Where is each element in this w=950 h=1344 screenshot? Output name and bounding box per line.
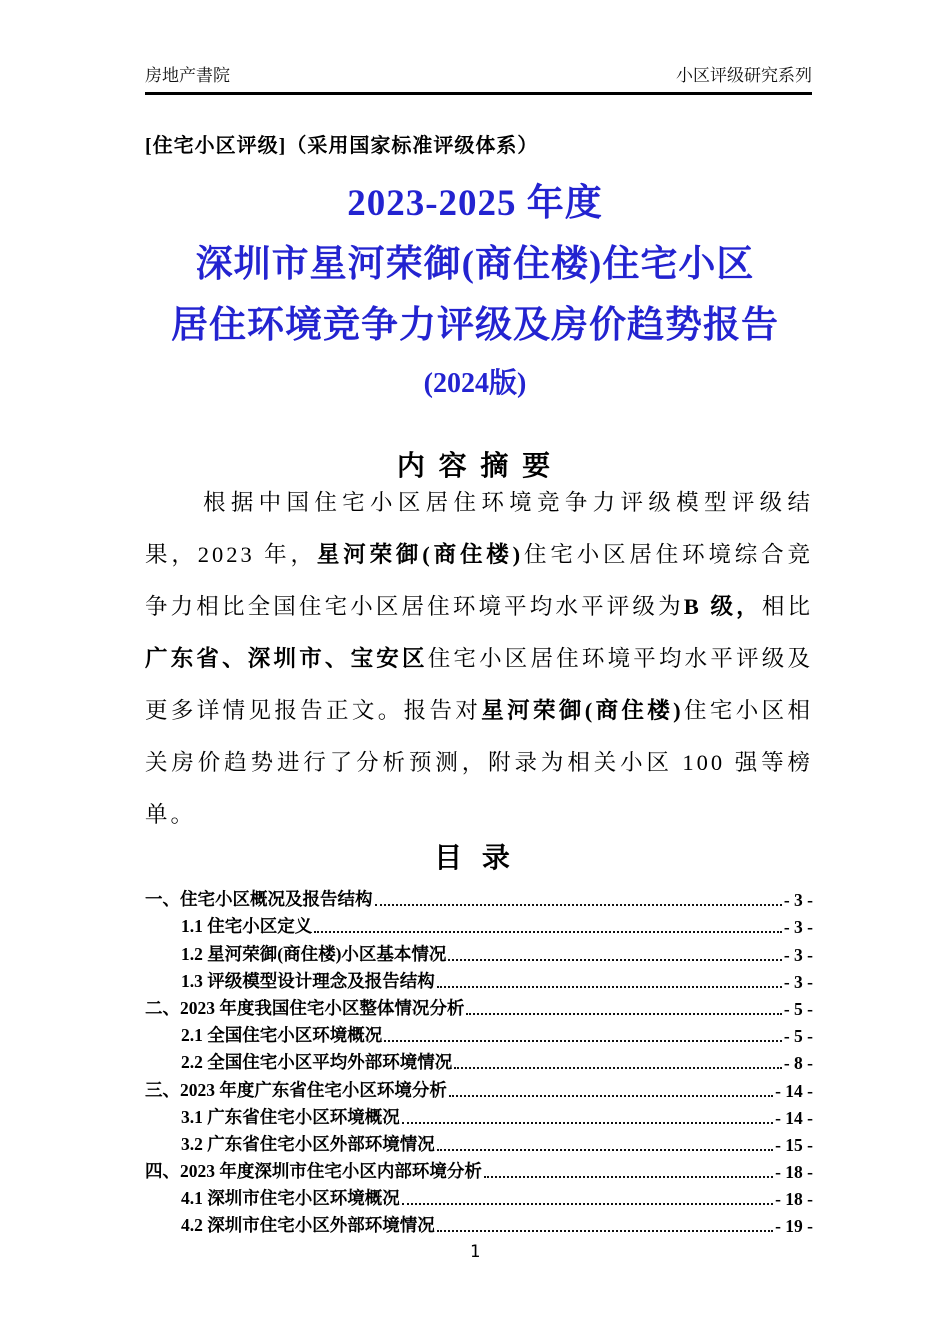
summary-text-run: 根据中国住宅小区居住环境竞争力评级模型评级结果，2023 年，	[145, 490, 813, 567]
toc-dot-leader	[402, 1203, 773, 1205]
summary-text-run: 住宅小区居住环境平均水平评级及更多详情见报告正文。报告对	[145, 646, 813, 723]
summary-text-run: 住宅小区相关房价趋势进行了分析预测，附录为相关小区 100 强等榜单。	[145, 698, 813, 827]
toc-entry	[145, 884, 813, 911]
rating-system-note: [住宅小区评级]（采用国家标准评级体系）	[145, 135, 539, 157]
toc-entry-page: - 5 -	[783, 1026, 813, 1047]
toc-entry-label: 4.2 深圳市住宅小区外部环境情况	[181, 1215, 435, 1236]
toc-dot-leader	[314, 931, 782, 933]
toc-entry-label: 四、2023 年度深圳市住宅小区内部环境分析	[145, 1161, 482, 1182]
toc-dot-leader	[437, 1149, 773, 1151]
header-right-text: 小区评级研究系列	[676, 66, 812, 85]
toc-entry-page: - 14 -	[775, 1080, 813, 1101]
toc-dot-leader	[484, 1176, 773, 1178]
title-year-range: 2023-2025 年度	[347, 183, 603, 224]
summary-bold-run: B 级，	[683, 594, 762, 619]
title-community-name: 深圳市星河荣御(商住楼)住宅小区	[195, 244, 755, 285]
page-number: 1	[469, 1242, 481, 1262]
toc-dot-leader	[437, 1230, 773, 1232]
title-edition: (2024版)	[423, 368, 527, 399]
toc-entry-label: 4.1 深圳市住宅小区环境概况	[181, 1188, 400, 1209]
toc-entry-label: 2.2 全国住宅小区平均外部环境情况	[181, 1052, 453, 1073]
summary-bold-run: 广东省、深圳市、宝安区	[145, 646, 428, 671]
toc-entry	[145, 1156, 813, 1183]
toc-dot-leader	[448, 959, 781, 961]
summary-paragraph	[145, 477, 813, 841]
toc-entry	[145, 966, 813, 993]
toc-entry	[145, 1102, 813, 1129]
toc-entry	[145, 1210, 813, 1237]
toc-entry-label: 一、住宅小区概况及报告结构	[145, 889, 373, 910]
summary-text-run: 相比	[761, 594, 813, 619]
toc-entry-page: - 3 -	[783, 890, 813, 911]
toc-entry-label: 二、2023 年度我国住宅小区整体情况分析	[145, 997, 465, 1018]
toc-entry	[145, 911, 813, 938]
toc-entry-page: - 19 -	[775, 1216, 813, 1237]
toc-entry-page: - 3 -	[783, 944, 813, 965]
header-left-text: 房地产書院	[145, 66, 230, 85]
toc-entry-label: 3.2 广东省住宅小区外部环境情况	[181, 1133, 435, 1154]
toc-entry-page: - 18 -	[775, 1189, 813, 1210]
summary-text-run: 住宅小区居住环境综合竞争力相比全国住宅小区居住环境平均水平评级为	[145, 542, 813, 619]
toc-dot-leader	[466, 1013, 781, 1015]
toc-list	[145, 884, 813, 1237]
toc-entry	[145, 1020, 813, 1047]
toc-entry-page: - 5 -	[783, 998, 813, 1019]
toc-entry	[145, 1047, 813, 1074]
toc-entry	[145, 993, 813, 1020]
toc-dot-leader	[384, 1040, 782, 1042]
toc-dot-leader	[402, 1122, 773, 1124]
toc-entry-label: 1.3 评级模型设计理念及报告结构	[181, 970, 435, 991]
toc-entry	[145, 1183, 813, 1210]
toc-dot-leader	[454, 1067, 782, 1069]
toc-entry	[145, 1074, 813, 1101]
report-title-block	[0, 173, 950, 412]
summary-bold-run: 星河荣御(商住楼)	[316, 542, 524, 567]
toc-entry-page: - 3 -	[783, 971, 813, 992]
toc-entry-label: 三、2023 年度广东省住宅小区环境分析	[145, 1079, 447, 1100]
toc-heading: 目 录	[434, 842, 516, 873]
toc-entry	[145, 938, 813, 965]
page-header	[145, 61, 812, 95]
toc-entry-page: - 18 -	[775, 1162, 813, 1183]
toc-entry-label: 1.1 住宅小区定义	[181, 916, 313, 937]
toc-entry-label: 3.1 广东省住宅小区环境概况	[181, 1106, 400, 1127]
toc-entry	[145, 1129, 813, 1156]
summary-heading: 内 容 摘 要	[396, 450, 554, 481]
toc-entry-page: - 8 -	[783, 1053, 813, 1074]
toc-entry-page: - 15 -	[775, 1134, 813, 1155]
toc-entry-page: - 3 -	[783, 917, 813, 938]
toc-dot-leader	[375, 904, 782, 906]
toc-dot-leader	[449, 1095, 773, 1097]
toc-entry-label: 2.1 全国住宅小区环境概况	[181, 1025, 383, 1046]
toc-entry-page: - 14 -	[775, 1107, 813, 1128]
toc-entry-label: 1.2 星河荣御(商住楼)小区基本情况	[181, 943, 447, 964]
toc-dot-leader	[437, 986, 782, 988]
summary-bold-run: 星河荣御(商住楼)	[481, 698, 684, 723]
title-report-type: 居住环境竞争力评级及房价趋势报告	[171, 305, 779, 346]
